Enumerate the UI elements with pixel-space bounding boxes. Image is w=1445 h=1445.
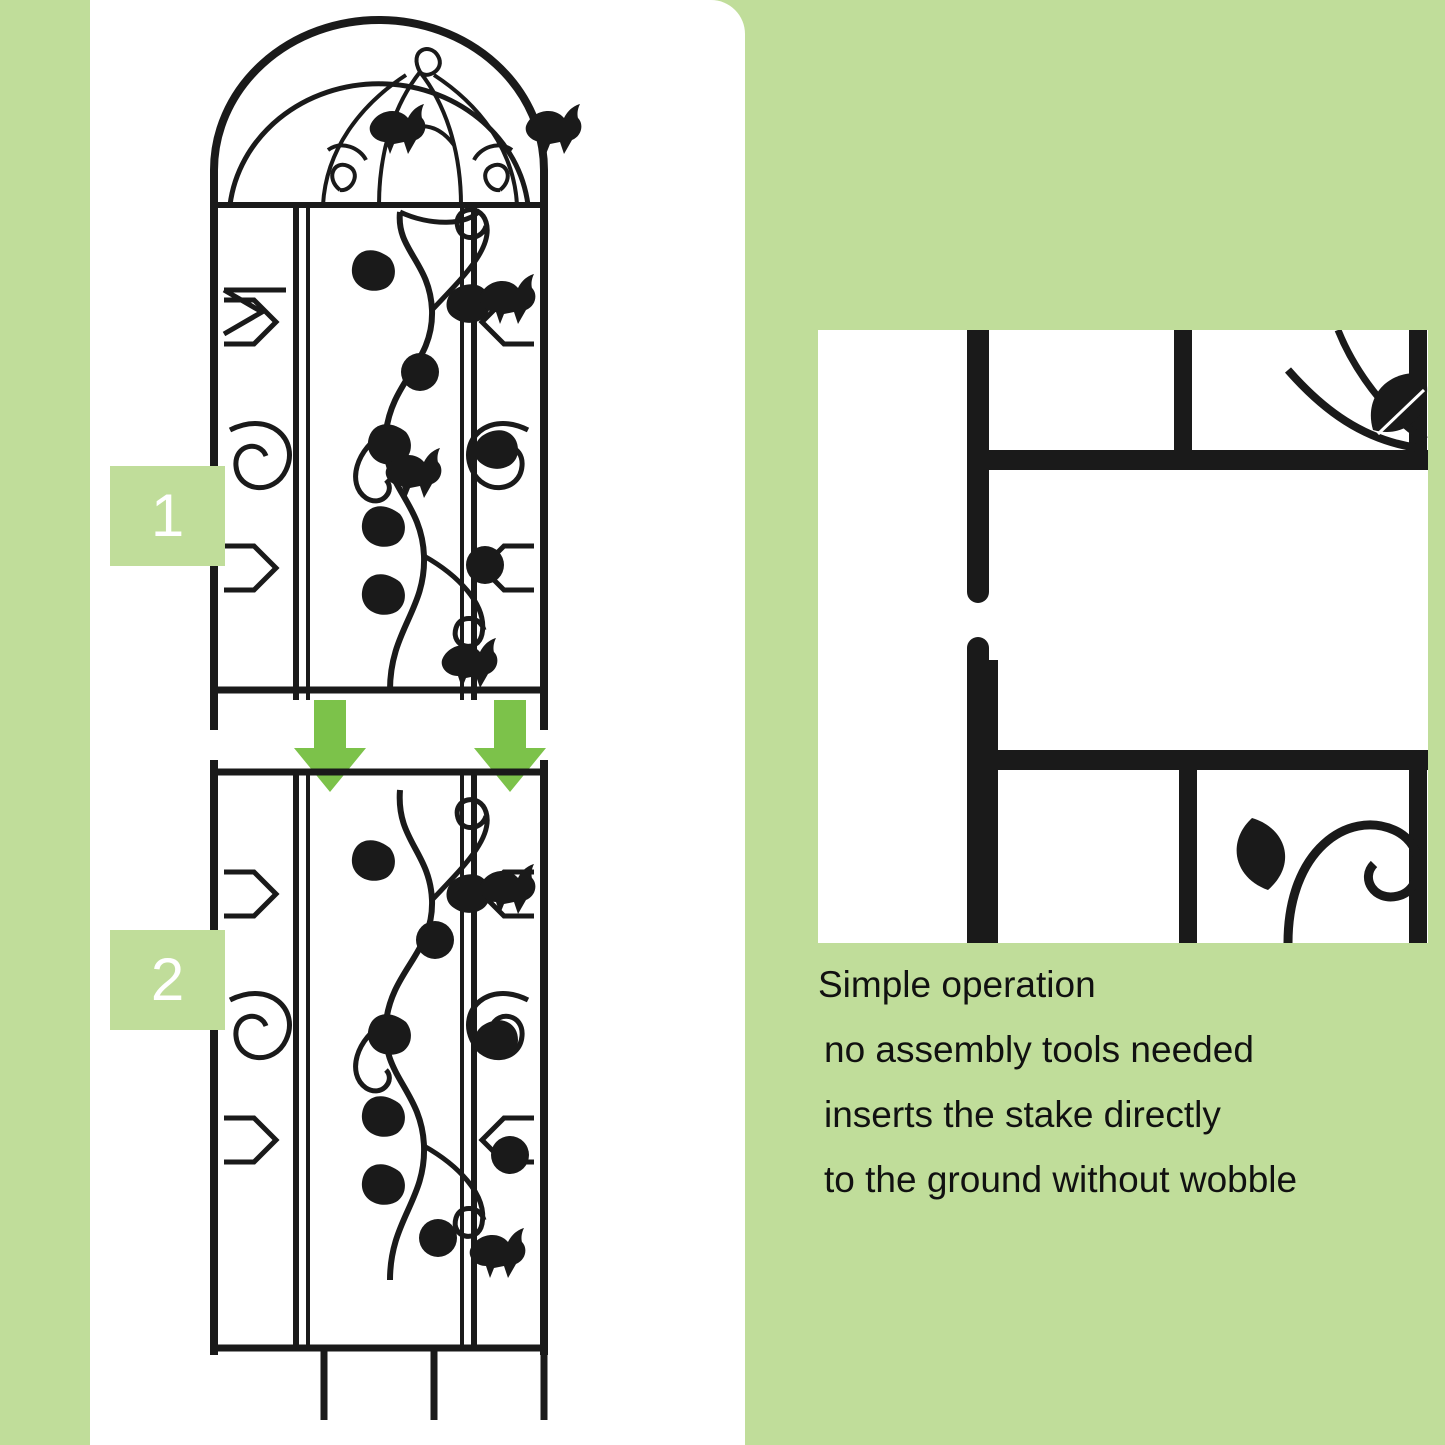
description-line-1: Simple operation xyxy=(818,964,1096,1005)
trellis-top-panel xyxy=(214,20,581,730)
step-badge-2 xyxy=(110,930,225,1030)
step-badge-1 xyxy=(110,466,225,566)
step-badge-2-label: 2 xyxy=(150,946,185,1013)
assembly-arrow xyxy=(294,700,546,792)
description-text xyxy=(818,966,1433,1226)
foliage-motifs xyxy=(352,250,536,688)
connection-detail-illustration xyxy=(818,330,1428,943)
connection-detail-card xyxy=(818,330,1428,943)
step-badge-1-label: 1 xyxy=(150,482,185,549)
trellis-bottom-panel xyxy=(214,760,544,1420)
description-line-2: no assembly tools needed xyxy=(824,1029,1254,1070)
left-white-panel xyxy=(90,0,745,1445)
trellis-illustration xyxy=(90,0,745,1445)
description-line-4: to the ground without wobble xyxy=(824,1159,1298,1200)
description-line-3: inserts the stake directly xyxy=(824,1094,1221,1135)
